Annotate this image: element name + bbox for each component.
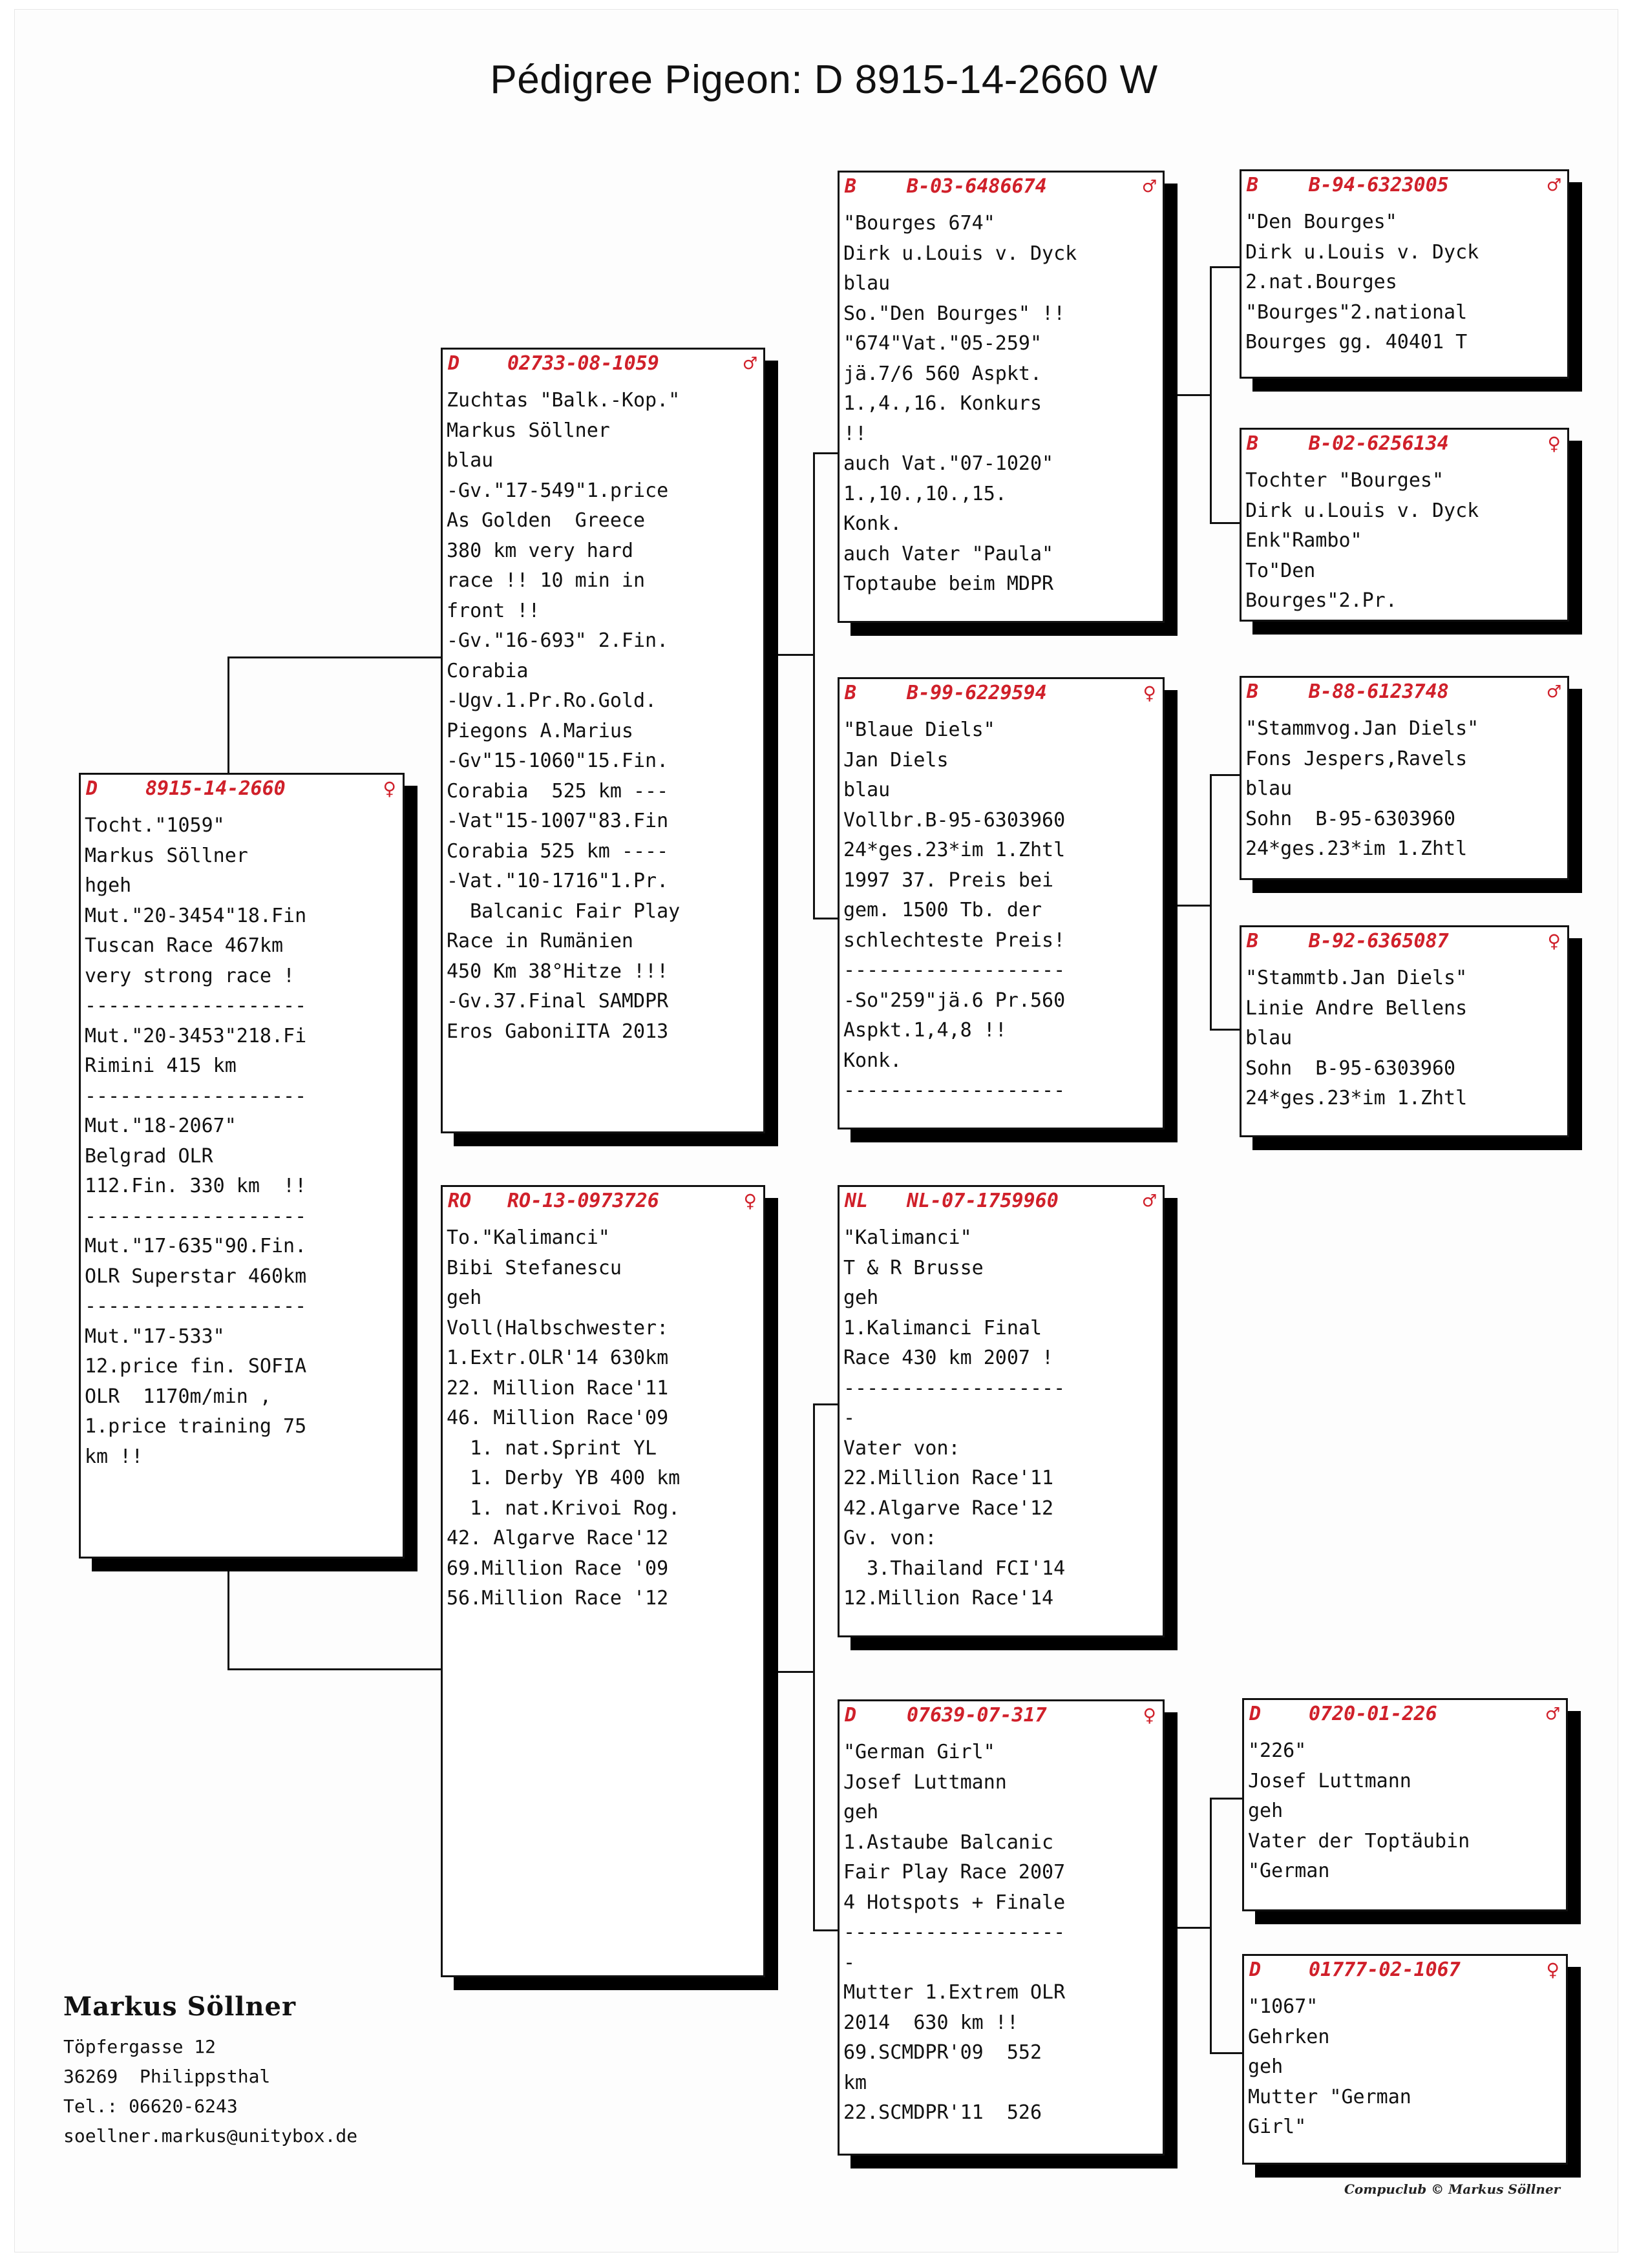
pigeon-card-dam-dam-sire[interactable]	[1242, 1698, 1568, 1911]
ring-header	[845, 682, 1156, 708]
pigeon-notes	[1245, 207, 1565, 358]
note-line: Tocht."1059"	[85, 814, 225, 837]
pigeon-notes	[843, 1738, 1160, 2128]
note-line: -Ugv.1.Pr.Ro.Gold.	[447, 689, 657, 712]
country-code: B	[1247, 432, 1259, 455]
note-line: Mut."18-2067"	[85, 1115, 237, 1137]
note-line: gem. 1500 Tb. der	[843, 899, 1042, 921]
note-line: 24*ges.23*im 1.Zhtl	[843, 839, 1066, 861]
note-line: To"Den	[1245, 559, 1316, 582]
pigeon-card-sire-sire[interactable]	[838, 171, 1165, 623]
pigeon-notes	[843, 715, 1160, 1106]
male-symbol-icon: ♂	[1547, 679, 1561, 705]
ring-header	[448, 352, 757, 378]
pigeon-card-sire-dam-sire[interactable]	[1240, 676, 1569, 880]
note-line: jä.7/6 560 Aspkt.	[843, 362, 1042, 385]
note-line: Aspkt.1,4,8 !!	[843, 1019, 1007, 1042]
ring-header	[86, 777, 396, 803]
ring-header	[845, 1704, 1156, 1730]
note-line: "German	[1248, 1860, 1330, 1882]
note-line: blau	[843, 779, 891, 801]
ring-header	[1249, 1958, 1559, 1984]
country-code: D	[448, 352, 460, 375]
note-line: Vater von:	[843, 1436, 960, 1460]
male-symbol-icon: ♂	[1546, 1701, 1559, 1727]
country-code: B	[845, 175, 857, 198]
note-line: 1.Kalimanci Final	[843, 1316, 1042, 1339]
note-line: 112.Fin. 330 km !!	[85, 1175, 307, 1197]
note-line: Konk.	[843, 512, 902, 535]
owner-email[interactable]: soellner.markus@unitybox.de	[63, 2125, 358, 2147]
pigeon-card-sire-sire-sire[interactable]	[1240, 169, 1569, 379]
country-code: NL	[845, 1190, 869, 1212]
pigeon-card-dam-dam[interactable]	[838, 1699, 1165, 2156]
note-line: Markus Söllner	[447, 419, 610, 442]
note-line: 22.Million Race'11	[843, 1467, 1054, 1489]
male-symbol-icon: ♂	[1547, 173, 1561, 198]
pigeon-notes	[1248, 1992, 1563, 2143]
note-line: 42.Algarve Race'12	[843, 1496, 1054, 1520]
note-line: 380 km very hard	[447, 539, 633, 562]
country-code: RO	[448, 1190, 472, 1212]
female-symbol-icon: ♀	[383, 776, 396, 802]
note-line: 2014 630 km !!	[843, 2011, 1019, 2034]
note-line: 1. nat.Sprint YL	[447, 1436, 657, 1460]
note-line: geh	[843, 1801, 879, 1823]
note-line: geh	[843, 1286, 879, 1309]
note-line: very strong race !	[85, 964, 295, 987]
note-line: km	[843, 2071, 867, 2094]
note-line: "674"Vat."05-259"	[843, 332, 1042, 355]
note-line: -Gv"15-1060"15.Fin.	[447, 750, 669, 772]
note-line: !!	[843, 422, 867, 445]
connector-line	[1178, 1927, 1211, 1929]
pigeon-card-sire-sire-dam[interactable]	[1240, 428, 1569, 622]
country-code: B	[1247, 680, 1259, 703]
note-line: T & R Brusse	[843, 1256, 984, 1279]
note-line: geh	[1248, 2055, 1284, 2078]
note-line: "Bourges 674"	[843, 212, 995, 235]
note-line: blau	[843, 272, 891, 295]
note-line: "Blaue Diels"	[843, 719, 995, 741]
note-line: Gehrken	[1248, 2025, 1330, 2048]
note-line: 12.Million Race'14	[843, 1587, 1054, 1610]
note-line: Race in Rumänien	[447, 930, 633, 952]
female-symbol-icon: ♀	[1547, 929, 1561, 954]
ring-header	[1247, 174, 1561, 200]
note-line: Mut."17-635"90.Fin.	[85, 1235, 307, 1257]
connector-line	[1210, 774, 1241, 776]
note-line: Jan Diels	[843, 748, 949, 772]
note-line: Gv. von:	[843, 1527, 937, 1549]
footer-credit: Compuclub © Markus Söllner	[1344, 2181, 1561, 2197]
country-code: D	[86, 777, 98, 800]
note-line: Markus Söllner	[85, 844, 248, 867]
connector-line	[1210, 1798, 1212, 2053]
owner-block	[63, 1991, 357, 2151]
connector-line	[227, 1564, 229, 1670]
note-line: hgeh	[85, 874, 132, 897]
note-line: As Golden Greece	[447, 509, 646, 532]
connector-line	[813, 452, 839, 454]
female-symbol-icon: ♀	[743, 1188, 757, 1214]
ring-header	[1249, 1703, 1559, 1728]
connector-line	[1210, 1029, 1241, 1031]
pigeon-notes	[1248, 1736, 1563, 1887]
ring-number: 07639-07-317	[907, 1704, 1047, 1727]
note-line: "Kalimanci"	[843, 1226, 972, 1249]
note-line: "226"	[1248, 1739, 1307, 1762]
male-symbol-icon: ♂	[743, 351, 757, 377]
pigeon-card-sire-dam[interactable]	[838, 677, 1165, 1129]
ring-number: B-94-6323005	[1309, 174, 1449, 196]
note-line: -------------------	[85, 1084, 307, 1108]
connector-line	[813, 1403, 815, 1931]
pigeon-notes	[1245, 466, 1565, 616]
country-code: D	[1249, 1703, 1262, 1725]
country-code: D	[845, 1704, 857, 1727]
note-line: Vater der Toptäubin	[1248, 1829, 1470, 1853]
owner-city: 36269 Philippsthal	[63, 2066, 271, 2087]
note-line: -	[843, 1951, 856, 1974]
note-line: Sohn B-95-6303960	[1245, 807, 1456, 830]
note-line: "Stammtb.Jan Diels"	[1245, 967, 1468, 989]
pigeon-notes	[1245, 963, 1565, 1114]
ring-header	[1247, 680, 1561, 706]
note-line: Konk.	[843, 1049, 902, 1072]
note-line: Mutter "German	[1248, 2085, 1411, 2108]
pigeon-card-sire[interactable]	[441, 348, 765, 1133]
note-line: Mut."20-3453"218.Fi	[85, 1024, 307, 1047]
ring-header	[1247, 930, 1561, 956]
ring-number: 02733-08-1059	[507, 352, 659, 375]
note-line: Enk"Rambo"	[1245, 529, 1362, 552]
ring-number: 01777-02-1067	[1309, 1958, 1461, 1981]
pigeon-card-subject[interactable]	[79, 773, 405, 1559]
note-line: "Den Bourges"	[1245, 211, 1397, 233]
note-line: Josef Luttmann	[1248, 1769, 1411, 1792]
ring-number: B-99-6229594	[907, 682, 1047, 704]
note-line: OLR 1170m/min ,	[85, 1385, 271, 1408]
country-code: B	[845, 682, 857, 704]
ring-number: B-03-6486674	[907, 175, 1047, 198]
note-line: 1.Astaube Balcanic	[843, 1831, 1054, 1854]
note-line: Bibi Stefanescu	[447, 1256, 622, 1279]
connector-line	[1210, 2052, 1243, 2054]
note-line: 1. nat.Krivoi Rog.	[447, 1496, 681, 1520]
country-code: D	[1249, 1958, 1262, 1981]
note-line: auch Vater "Paula"	[843, 542, 1054, 565]
connector-line	[1210, 266, 1212, 523]
note-line: -Vat."10-1716"1.Pr.	[447, 870, 669, 892]
note-line: Corabia 525 km ---	[447, 779, 669, 803]
note-line: Rimini 415 km	[85, 1055, 237, 1077]
note-line: Tochter "Bourges"	[1245, 469, 1444, 492]
note-line: 56.Million Race '12	[447, 1587, 669, 1610]
note-line: Race 430 km 2007 !	[843, 1347, 1054, 1369]
pigeon-card-dam-sire[interactable]	[838, 1185, 1165, 1637]
note-line: 24*ges.23*im 1.Zhtl	[1245, 1087, 1468, 1109]
note-line: -Gv.37.Final SAMDPR	[447, 990, 669, 1013]
note-line: Linie Andre Bellens	[1245, 996, 1468, 1020]
note-line: Piegons A.Marius	[447, 719, 633, 742]
note-line: blau	[1245, 1027, 1293, 1049]
owner-street: Töpfergasse 12	[63, 2036, 217, 2057]
note-line: Fair Play Race 2007	[843, 1861, 1066, 1884]
note-line: Dirk u.Louis v. Dyck	[1245, 499, 1479, 522]
connector-line	[1210, 266, 1241, 268]
note-line: race !! 10 min in	[447, 569, 646, 592]
connector-line	[227, 656, 442, 658]
note-line: Girl"	[1248, 2116, 1307, 2138]
connector-line	[778, 654, 814, 656]
note-line: Dirk u.Louis v. Dyck	[843, 242, 1077, 265]
country-code: B	[1247, 930, 1259, 952]
note-line: 24*ges.23*im 1.Zhtl	[1245, 837, 1468, 860]
note-line: -------------------	[843, 959, 1066, 982]
pigeon-notes	[447, 1223, 761, 1614]
note-line: 22.SCMDPR'11 526	[843, 2101, 1042, 2124]
connector-line	[813, 1929, 839, 1931]
note-line: 69.Million Race '09	[447, 1557, 669, 1580]
connector-line	[778, 1671, 814, 1673]
ring-number: RO-13-0973726	[507, 1190, 659, 1212]
note-line: "1067"	[1248, 1995, 1318, 2018]
pigeon-notes	[85, 811, 400, 1472]
ring-number: B-02-6256134	[1309, 432, 1449, 455]
note-line: Bourges gg. 40401 T	[1245, 331, 1468, 353]
note-line: Josef Luttmann	[843, 1770, 1007, 1794]
note-line: 12.price fin. SOFIA	[85, 1355, 307, 1378]
connector-line	[1210, 522, 1241, 524]
connector-line	[813, 452, 815, 919]
note-line: -Gv."16-693" 2.Fin.	[447, 629, 669, 652]
note-line: 1997 37. Preis bei	[843, 868, 1054, 892]
note-line: blau	[447, 449, 494, 472]
note-line: "Bourges"2.national	[1245, 300, 1468, 324]
ring-number: 0720-01-226	[1309, 1703, 1437, 1725]
note-line: Corabia 525 km ----	[447, 839, 669, 863]
owner-name: Markus Söllner	[63, 1991, 297, 2022]
note-line: 1.Extr.OLR'14 630km	[447, 1347, 669, 1369]
page-title: Pédigree Pigeon: D 8915-14-2660 W	[490, 58, 1158, 102]
connector-line	[1210, 1798, 1243, 1800]
connector-line	[813, 1403, 839, 1405]
note-line: Belgrad OLR	[85, 1144, 213, 1168]
note-line: schlechteste Preis!	[843, 929, 1066, 952]
female-symbol-icon: ♀	[1143, 1703, 1156, 1728]
ring-number: B-92-6365087	[1309, 930, 1449, 952]
female-symbol-icon: ♀	[1547, 431, 1561, 457]
note-line: 1.price training 75	[85, 1415, 307, 1438]
connector-line	[1178, 394, 1211, 396]
male-symbol-icon: ♂	[1143, 174, 1156, 200]
note-line: -------------------	[85, 1295, 307, 1318]
note-line: Toptaube beim MDPR	[843, 572, 1054, 595]
ring-number: 8915-14-2660	[145, 777, 286, 800]
pigeon-notes	[1245, 714, 1565, 865]
note-line: Corabia	[447, 659, 529, 682]
male-symbol-icon: ♂	[1143, 1188, 1156, 1214]
note-line: "German Girl"	[843, 1741, 995, 1763]
note-line: -------------------	[843, 1079, 1066, 1102]
note-line: Mut."17-533"	[85, 1325, 225, 1348]
note-line: -Gv."17-549"1.price	[447, 479, 669, 502]
note-line: Bourges"2.Pr.	[1245, 589, 1397, 612]
note-line: -------------------	[843, 1376, 1066, 1400]
note-line: -Vat"15-1007"83.Fin	[447, 810, 669, 832]
note-line: 2.nat.Bourges	[1245, 271, 1397, 293]
note-line: Fons Jespers,Ravels	[1245, 747, 1468, 770]
female-symbol-icon: ♀	[1143, 680, 1156, 706]
ring-header	[845, 1190, 1156, 1215]
female-symbol-icon: ♀	[1546, 1957, 1559, 1983]
connector-line	[227, 656, 229, 774]
note-line: Dirk u.Louis v. Dyck	[1245, 240, 1479, 264]
note-line: Balcanic Fair Play	[447, 899, 681, 923]
pigeon-notes	[843, 209, 1160, 600]
note-line: Sohn B-95-6303960	[1245, 1056, 1456, 1080]
note-line: geh	[447, 1286, 482, 1309]
note-line: -So"259"jä.6 Pr.560	[843, 989, 1066, 1012]
note-line: km !!	[85, 1445, 143, 1468]
note-line: Vollbr.B-95-6303960	[843, 808, 1066, 832]
ring-number: B-88-6123748	[1309, 680, 1449, 703]
note-line: Mut."20-3454"18.Fin	[85, 904, 307, 927]
note-line: So."Den Bourges" !!	[843, 302, 1066, 325]
pigeon-card-dam[interactable]	[441, 1185, 765, 1977]
note-line: OLR Superstar 460km	[85, 1265, 307, 1288]
note-line: -------------------	[85, 1204, 307, 1228]
note-line: -	[843, 1407, 856, 1429]
pigeon-card-dam-dam-dam[interactable]	[1242, 1954, 1568, 2165]
country-code: B	[1247, 174, 1259, 196]
pigeon-notes	[447, 386, 761, 1047]
note-line: Mutter 1.Extrem OLR	[843, 1981, 1066, 2004]
note-line: "Stammvog.Jan Diels"	[1245, 717, 1479, 740]
note-line: -------------------	[85, 994, 307, 1017]
note-line: geh	[1248, 1800, 1284, 1822]
pigeon-card-sire-dam-dam[interactable]	[1240, 925, 1569, 1137]
note-line: Voll(Halbschwester:	[447, 1316, 669, 1339]
ring-number: NL-07-1759960	[907, 1190, 1059, 1212]
note-line: To."Kalimanci"	[447, 1226, 610, 1249]
note-line: 4 Hotspots + Finale	[843, 1891, 1066, 1914]
note-line: 1.,10.,10.,15.	[843, 482, 1007, 505]
note-line: auch Vat."07-1020"	[843, 452, 1054, 475]
note-line: 69.SCMDPR'09 552	[843, 2041, 1042, 2064]
note-line: front !!	[447, 599, 540, 622]
note-line: 1.,4.,16. Konkurs	[843, 392, 1042, 415]
ring-header	[1247, 432, 1561, 458]
note-line: -------------------	[843, 1921, 1066, 1944]
owner-phone: Tel.: 06620-6243	[63, 2095, 238, 2117]
pigeon-notes	[843, 1223, 1160, 1614]
note-line: Zuchtas "Balk.-Kop."	[447, 389, 681, 412]
note-line: 3.Thailand FCI'14	[843, 1557, 1066, 1580]
ring-header	[845, 175, 1156, 201]
note-line: 1. Derby YB 400 km	[447, 1467, 681, 1489]
connector-line	[1178, 905, 1211, 907]
note-line: 22. Million Race'11	[447, 1376, 669, 1400]
connector-line	[813, 918, 839, 919]
note-line: Eros GaboniITA 2013	[447, 1020, 669, 1043]
connector-line	[227, 1668, 442, 1670]
note-line: Tuscan Race 467km	[85, 934, 284, 957]
note-line: blau	[1245, 777, 1293, 800]
note-line: 42. Algarve Race'12	[447, 1527, 669, 1549]
connector-line	[1210, 774, 1212, 1030]
ring-header	[448, 1190, 757, 1215]
note-line: 450 Km 38°Hitze !!!	[447, 960, 669, 983]
note-line: 46. Million Race'09	[447, 1407, 669, 1429]
